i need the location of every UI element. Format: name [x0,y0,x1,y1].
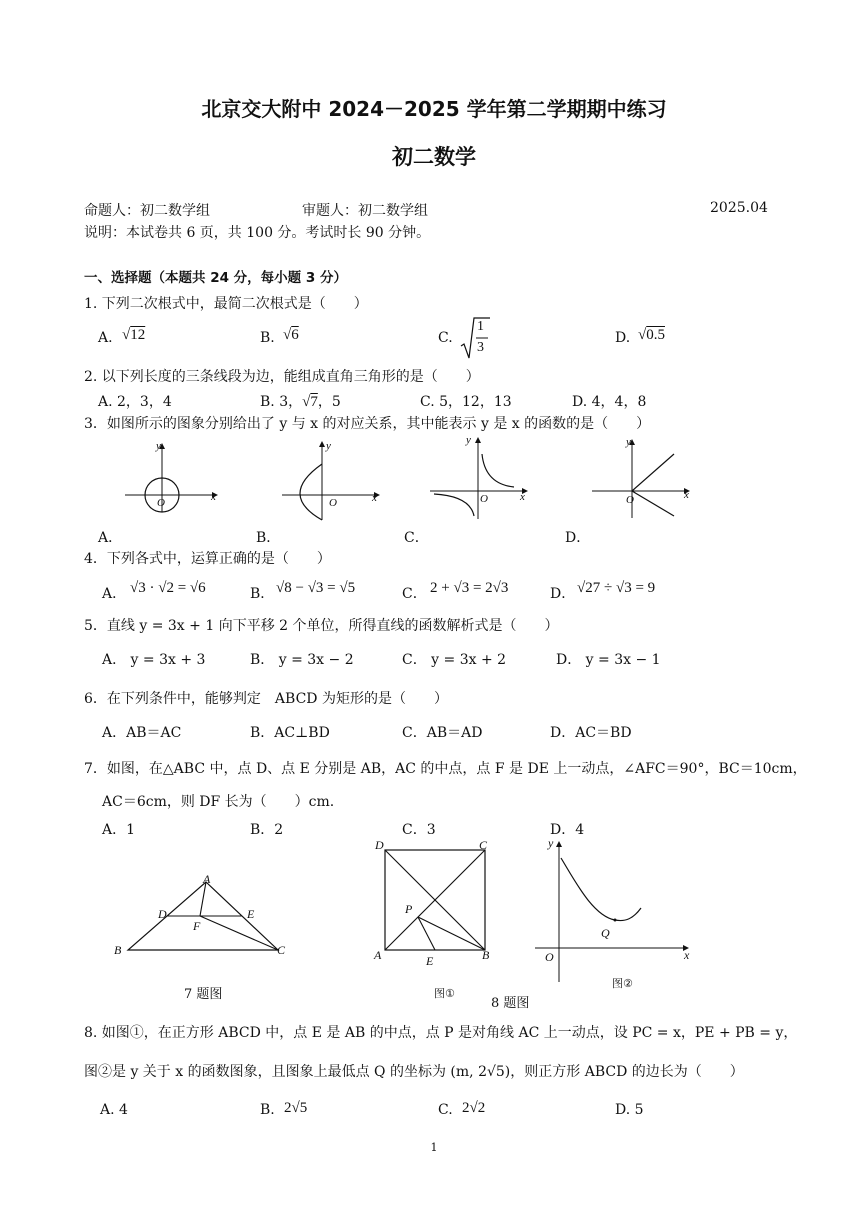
q7-point-a: A [203,872,211,886]
author-line: 命题人：初二数学组 [84,203,210,219]
q3-option-d: D． [565,530,591,546]
reviewer-line: 审题人：初二数学组 [302,203,428,219]
q1-option-a: √12 [122,327,146,343]
q3-graph-c [430,434,530,519]
section-heading: 一、选择题（本题共 24 分，每小题 3 分） [84,270,347,286]
q3-option-a: A． [98,530,123,546]
q8-option-b: 2√5 [284,1100,308,1116]
q4-option-d: √27 ÷ √3 = 9 [577,580,656,596]
q1-c-numerator: 1 [477,319,484,334]
q4-option-b-label: B． [250,586,275,602]
q8-stem-line1: 8. 如图①，在正方形 ABCD 中，点 E 是 AB 的中点，点 P 是对角线 AC 上一动点，设 PC = x，PE + PB = y， [84,1025,798,1041]
exam-subject: 初二数学 [392,145,476,169]
q5-option-c: C． y = 3x + 2 [402,652,507,668]
q7-option-a: A．1 [102,822,136,838]
q8-option-a: A. 4 [100,1102,128,1118]
q1-option-a-label: A. [98,330,113,346]
q3b-origin-label: O [329,497,337,509]
q8-point-b: B [482,948,490,962]
q7-stem-line1: 7．如图，在△ABC 中，点 D、点 E 分别是 AB，AC 的中点，点 F 是 DE 上一动点，∠AFC＝90°，BC＝10cm， [84,761,807,777]
q3a-y-label: y [156,440,161,452]
q1-option-d-label: D. [615,330,631,346]
q2-option-c: C. 5，12，13 [420,394,512,410]
q2-option-a: A. 2，3，4 [98,394,172,410]
q3-graph-b [282,438,382,523]
q3d-x-label: x [684,489,689,501]
q5-stem: 5．直线 y = 3x + 1 向下平移 2 个单位，所得直线的函数解析式是（ ） [84,618,559,634]
q3a-origin-label: O [157,497,165,509]
q3-graph-d [592,436,692,521]
q4-option-c: 2 + √3 = 2√3 [430,580,509,596]
q1-b-radicand: 6 [291,327,299,343]
q3b-y-label: y [326,440,331,452]
q3c-y-label: y [466,434,471,446]
q7-option-d: D．4 [550,822,585,838]
q8-fig1-caption: 图① [434,987,455,1000]
q6-option-d: D．AC＝BD [550,725,632,741]
q8-graph-x-label: x [684,948,690,962]
q3-option-b: B． [256,530,281,546]
q4-option-c-label: C． [402,586,427,602]
q7-option-b: B．2 [250,822,284,838]
q2-stem: 2. 以下列长度的三条线段为边，能组成直角三角形的是（ ） [84,369,480,385]
exam-instructions: 说明：本试卷共 6 页，共 100 分。考试时长 90 分钟。 [84,225,431,241]
q3-stem: 3．如图所示的图象分别给出了 y 与 x 的对应关系，其中能表示 y 是 x 的函数的是（ ） [84,416,651,432]
q8-graph-q-label: Q [601,926,610,940]
q8-graph-origin-label: O [545,950,554,964]
q8-point-a: A [374,948,382,962]
q6-stem: 6．在下列条件中，能够判定 ABCD 为矩形的是（ ） [84,691,448,707]
q1-stem: 1. 下列二次根式中，最简二次根式是（ ） [84,296,368,312]
q6-option-b: B．AC⊥BD [250,725,330,741]
q7-stem-line2: AC＝6cm，则 DF 长为（ ）cm. [102,794,335,810]
q8-point-e: E [426,954,434,968]
q4-stem: 4．下列各式中，运算正确的是（ ） [84,551,331,567]
q2-b-post: ，5 [317,394,341,410]
q8-option-d: D. 5 [615,1102,644,1118]
q8-stem-line2: 图②是 y 关于 x 的函数图象，且图象上最低点 Q 的坐标为 (m, 2√5)，则正方形 ABCD 的边长为（ ） [84,1064,744,1080]
q6-option-a: A．AB＝AC [102,725,182,741]
q1-option-b: √6 [283,327,299,343]
q8-function-graph [535,836,695,986]
q4-option-a-label: A． [102,586,127,602]
q5-option-a: A． y = 3x + 3 [102,652,206,668]
q1-option-c-label: C. [438,330,453,346]
q7-point-c: C [277,943,286,957]
q1-option-c [460,316,490,360]
q2-option-b: B. 3，√7，5 [260,394,341,410]
q8-figure-caption: 8 题图 [491,996,530,1011]
q1-c-denominator: 3 [477,340,484,355]
q7-point-f: F [193,919,201,933]
q8-graph-y-label: y [548,836,554,850]
exam-date: 2025.04 [710,200,768,216]
q4-option-a: √3 · √2 = √6 [130,580,206,596]
q7-point-b: B [114,943,122,957]
q3b-x-label: x [372,492,377,504]
q1-option-b-label: B. [260,330,275,346]
q3d-origin-label: O [626,494,634,506]
q8-fig2-caption: 图② [612,977,633,990]
page-number: 1 [430,1141,438,1154]
q4-option-b: √8 − √3 = √5 [276,580,356,596]
q8-option-b-label: B. [260,1102,275,1118]
q2-option-d: D. 4，4，8 [572,394,647,410]
q7-figure-caption: 7 题图 [184,987,223,1002]
q1-option-d: √0.5 [638,327,665,343]
q2-b-pre: B. 3， [260,394,303,410]
q3-option-c: C． [404,530,429,546]
q2-b-radicand: 7 [310,394,318,410]
q1-d-radicand: 0.5 [646,327,665,343]
exam-title: 北京交大附中 2024－2025 学年第二学期期中练习 [201,97,667,121]
q8-option-c: 2√2 [462,1100,486,1116]
q4-option-d-label: D． [550,586,576,602]
q3c-x-label: x [520,491,525,503]
q3c-origin-label: O [480,493,488,505]
q7-point-d: D [158,907,167,921]
q8-square-figure [380,842,490,954]
q8-point-c: C [479,838,488,852]
q8-point-p: P [405,902,413,916]
q5-option-b: B． y = 3x − 2 [250,652,354,668]
radical-sign-icon [460,316,490,360]
q7-point-e: E [247,907,255,921]
q5-option-d: D． y = 3x − 1 [556,652,661,668]
q3-graph-a [120,440,220,515]
q6-option-c: C．AB＝AD [402,725,483,741]
q8-point-d: D [375,838,384,852]
q1-a-radicand: 12 [130,327,146,343]
q3d-y-label: y [626,436,631,448]
q3a-x-label: x [211,491,216,503]
q7-option-c: C．3 [402,822,436,838]
q8-option-c-label: C. [438,1102,453,1118]
